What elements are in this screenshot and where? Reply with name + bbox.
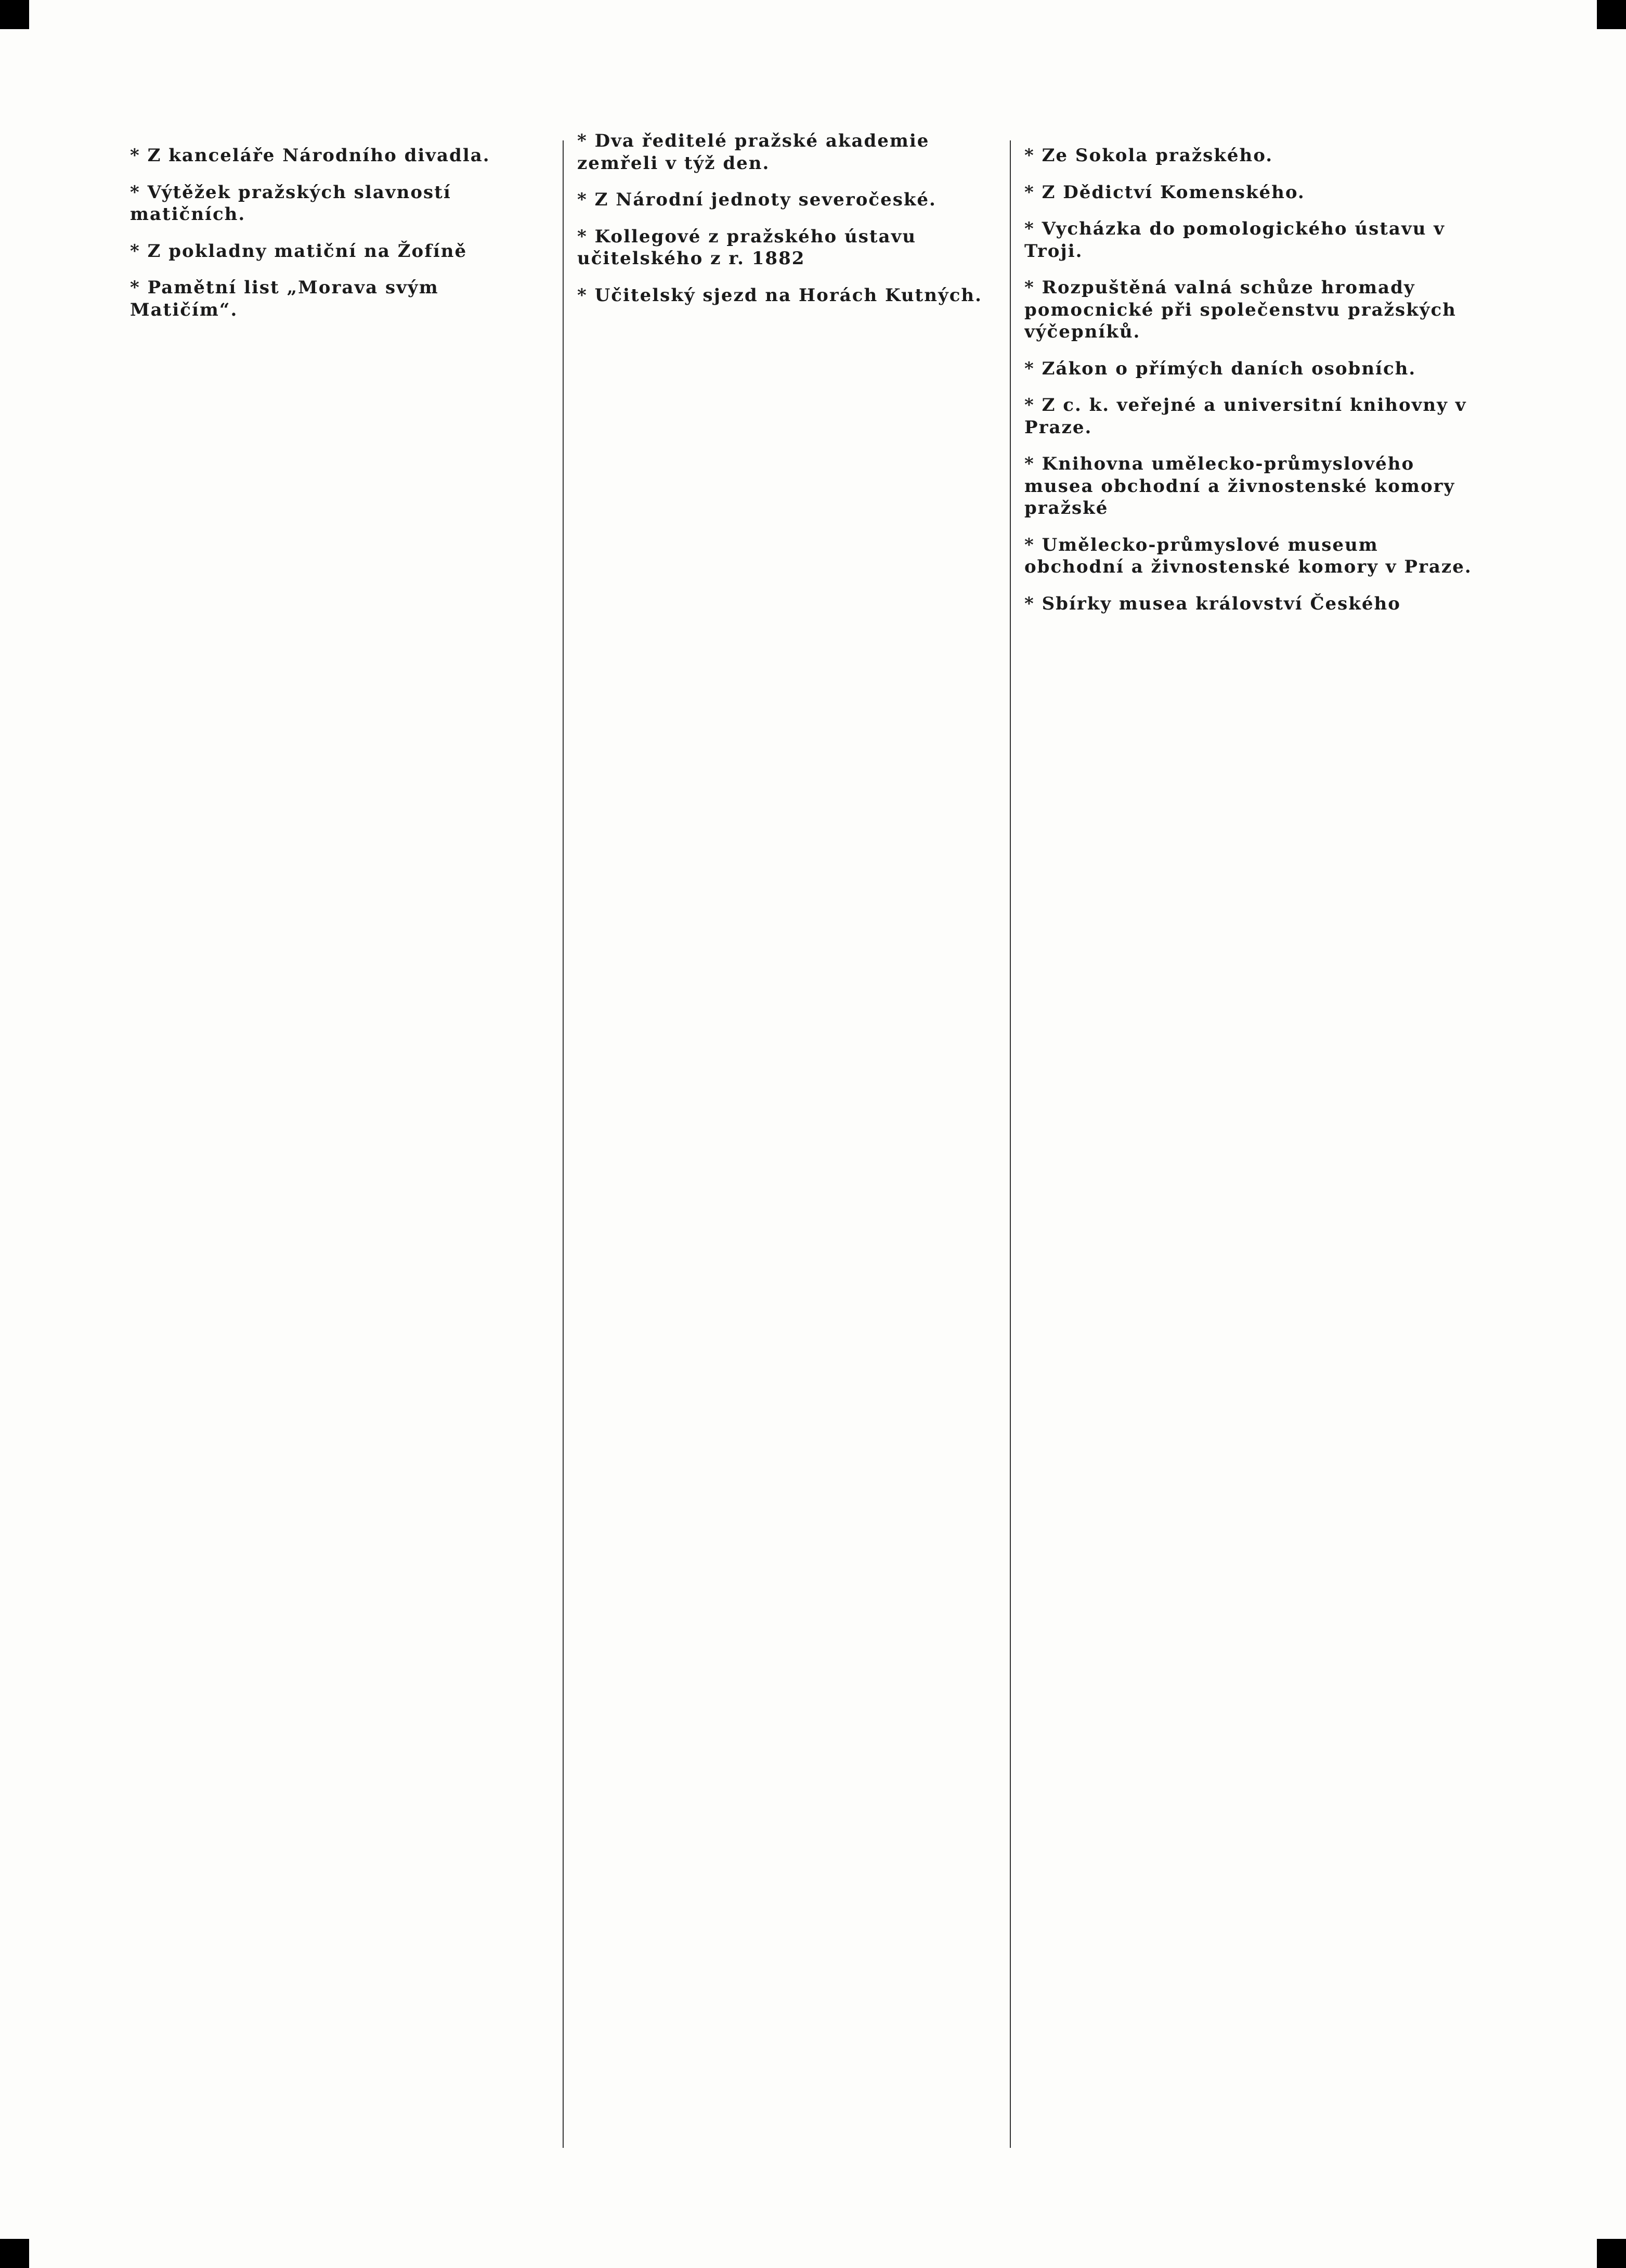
column-divider <box>1010 140 1011 2148</box>
article-zofin-cashbox <box>130 240 551 263</box>
article-dissolved-assembly <box>1024 277 1477 343</box>
article-heading: * Z Národní jednoty severočeské. <box>577 189 936 210</box>
article-memorial-sheet <box>130 277 551 321</box>
newspaper-page <box>130 130 1477 2148</box>
article-heading: * Umělecko-průmyslové museum obchodní a živnostenské komory v Praze. <box>1024 534 1472 577</box>
article-heading: * Ze Sokola pražského. <box>1024 145 1273 166</box>
article-heading: * Zákon o přímých daních osobních. <box>1024 358 1416 379</box>
article-heading: * Rozpuštěná valná schůze hromady pomocnické při společenstvu pražských výčepníků. <box>1024 277 1456 342</box>
article-heading: * Pamětní list „Morava svým Matičím“. <box>130 277 439 320</box>
article-heading: * Z c. k. veřejné a universitní knihovny v Praze. <box>1024 395 1467 438</box>
article-academy-directors <box>577 130 998 174</box>
article-heading: * Z pokladny matiční na Žofíně <box>130 240 467 262</box>
article-heading: * Učitelský sjezd na Horách Kutných. <box>577 284 982 306</box>
article-heading: * Vycházka do pomologického ústavu v Troji. <box>1024 218 1446 262</box>
column-left <box>130 130 551 2148</box>
scan-corner-marker <box>0 2239 29 2268</box>
scan-corner-marker <box>0 0 29 29</box>
column-middle <box>577 130 998 2148</box>
scan-corner-marker <box>1597 0 1626 29</box>
scan-corner-marker <box>1597 2239 1626 2268</box>
article-heading: * Z Dědictví Komenského. <box>1024 182 1305 203</box>
article-heading: * Kollegové z pražského ústavu učitelského z r. 1882 <box>577 226 917 269</box>
article-applied-arts-museum <box>1024 534 1477 578</box>
article-festival-proceeds <box>130 182 551 226</box>
article-sokol <box>1024 145 1477 167</box>
column-divider <box>563 140 564 2148</box>
column-right <box>1024 130 1477 2148</box>
article-heading: * Dva ředitelé pražské akademie zemřeli v týž den. <box>577 131 930 174</box>
article-national-theatre <box>130 145 551 167</box>
article-heading: * Výtěžek pražských slavností matičních. <box>130 182 451 225</box>
article-teacher-colleagues <box>577 226 998 270</box>
article-heading: * Z kanceláře Národního divadla. <box>130 145 490 166</box>
article-heading: * Knihovna umělecko-průmyslového musea obchodní a živnostenské komory pražské <box>1024 453 1455 519</box>
article-university-library <box>1024 394 1477 438</box>
article-bohemian-museum <box>1024 593 1477 615</box>
article-pomology-excursion <box>1024 218 1477 262</box>
article-income-tax-law <box>1024 358 1477 380</box>
article-teachers-congress <box>577 284 998 307</box>
article-heading: * Sbírky musea království Českého <box>1024 593 1401 614</box>
article-north-bohemian-union <box>577 189 998 211</box>
article-museum-library <box>1024 453 1477 520</box>
article-comenius-legacy <box>1024 182 1477 204</box>
